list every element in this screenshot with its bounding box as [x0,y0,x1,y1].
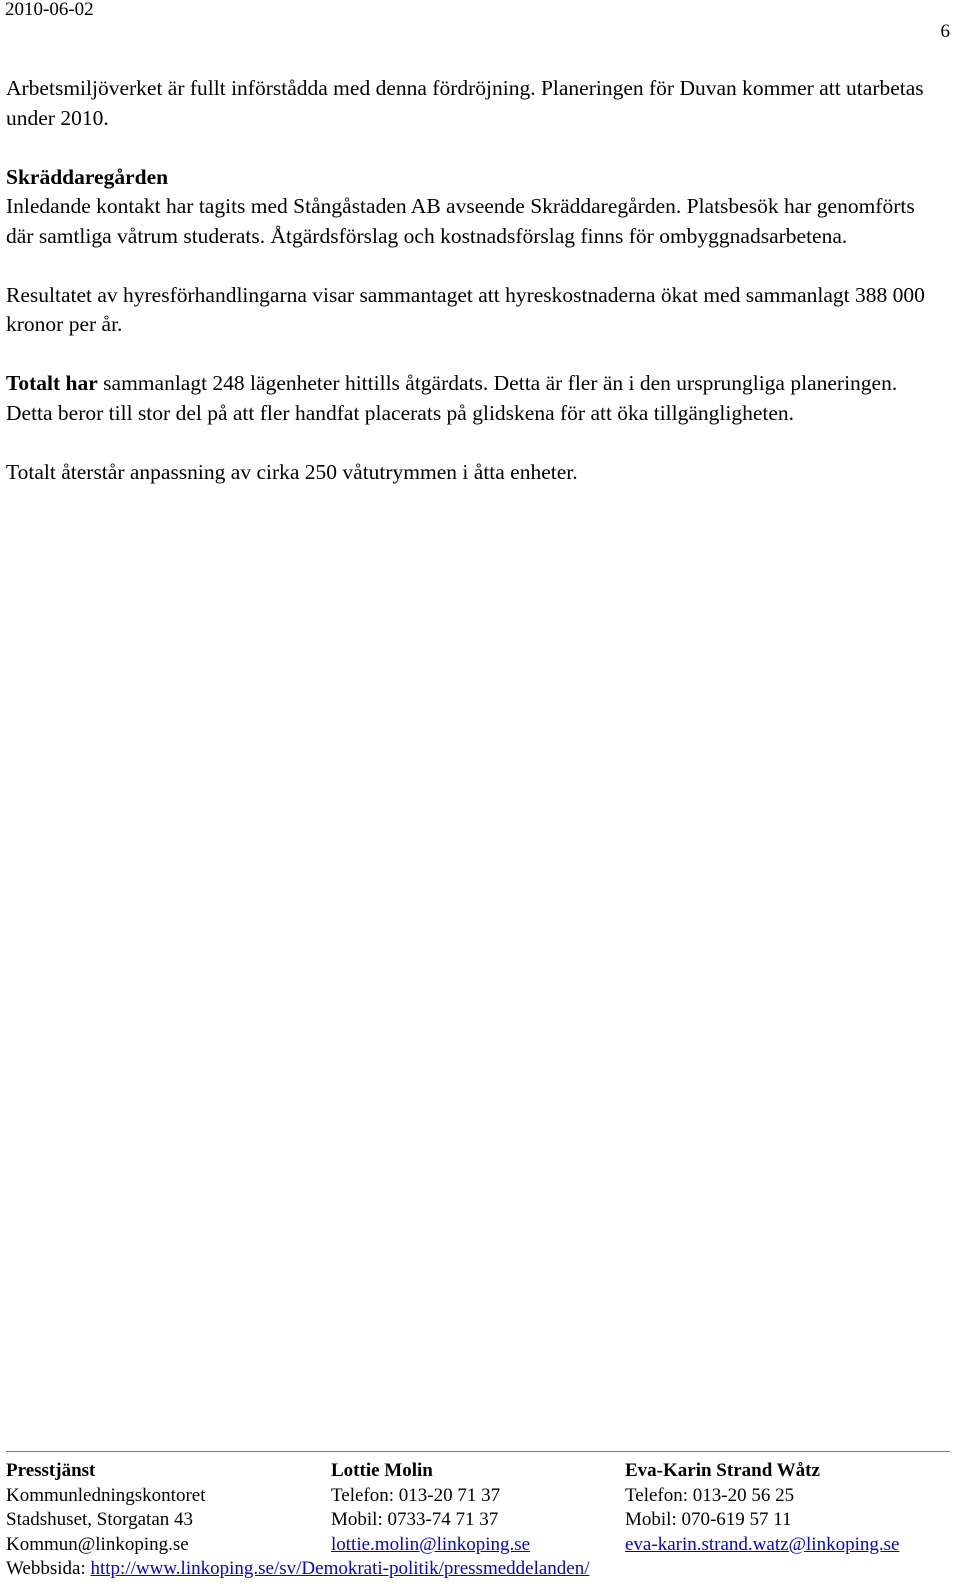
page-number: 6 [940,21,950,42]
paragraph-lead-bold: Totalt har [6,371,98,395]
footer-col-lottie-molin [331,1459,625,1557]
footer-heading-eva-karin: Eva-Karin Strand Wåtz [625,1460,820,1481]
press-contact-footer [6,1459,950,1582]
footer-col-presstjanst [6,1459,331,1557]
footer-lottie-mobile: Mobil: 0733-74 71 37 [331,1509,499,1530]
paragraph-arbetsmiljoverket: Arbetsmiljöverket är fullt införstådda med denna fördröjning. Planeringen för Duvan kommer att utarbetas under 2010. [6,76,924,130]
footer-address: Stadshuset, Storgatan 43 [6,1509,194,1530]
footer-department: Kommunledningskontoret [6,1484,206,1506]
page-header [5,0,950,42]
footer-eva-karin-mobile: Mobil: 070-619 57 11 [625,1509,792,1530]
section-heading-skraddaregarden: Skräddaregården [6,164,169,189]
footer-columns [6,1459,950,1557]
section-skraddaregarden [6,163,946,252]
footer-heading-lottie-molin: Lottie Molin [331,1460,433,1481]
document-body [6,74,946,517]
footer-eva-karin-email-link[interactable]: eva-karin.strand.watz@linkoping.se [625,1533,900,1555]
footer-divider [6,1451,950,1452]
footer-website-row [6,1557,950,1582]
paragraph-totalt-atgardats [6,369,946,428]
footer-eva-karin-phone: Telefon: 013-20 56 25 [625,1484,795,1506]
paragraph-hyresforhandlingar: Resultatet av hyresförhandlingarna visar sammantaget att hyreskostnaderna ökat med sammanlagt 388 000 kronor per år. [6,282,925,336]
footer-heading-presstjanst: Presstjänst [6,1460,96,1481]
footer-lottie-email-link[interactable]: lottie.molin@linkoping.se [331,1533,531,1555]
footer-col-eva-karin [625,1459,945,1557]
footer-lottie-phone: Telefon: 013-20 71 37 [331,1484,501,1506]
paragraph-totalt-atgardats-text: sammanlagt 248 lägenheter hittills åtgärdats. Detta är fler än i den ursprungliga planeringen. Detta beror till stor del på att fler handfat placerats på glidskena för att öka tillgängligheten. [6,371,898,425]
header-date: 2010-06-02 [5,0,94,20]
footer-website-link[interactable]: http://www.linkoping.se/sv/Demokrati-politik/pressmeddelanden/ [90,1558,590,1579]
footer-website-label: Webbsida: [6,1558,91,1579]
paragraph-skraddaregarden: Inledande kontakt har tagits med Stångåstaden AB avseende Skräddaregården. Platsbesök har genomförts där samtliga våtrum studerats. Åtgärdsförslag och kostnadsförslag finns för ombyggnadsarbetena. [6,194,915,248]
paragraph-totalt-aterstar: Totalt återstår anpassning av cirka 250 våtutrymmen i åtta enheter. [6,459,578,484]
footer-general-email: Kommun@linkoping.se [6,1533,189,1555]
